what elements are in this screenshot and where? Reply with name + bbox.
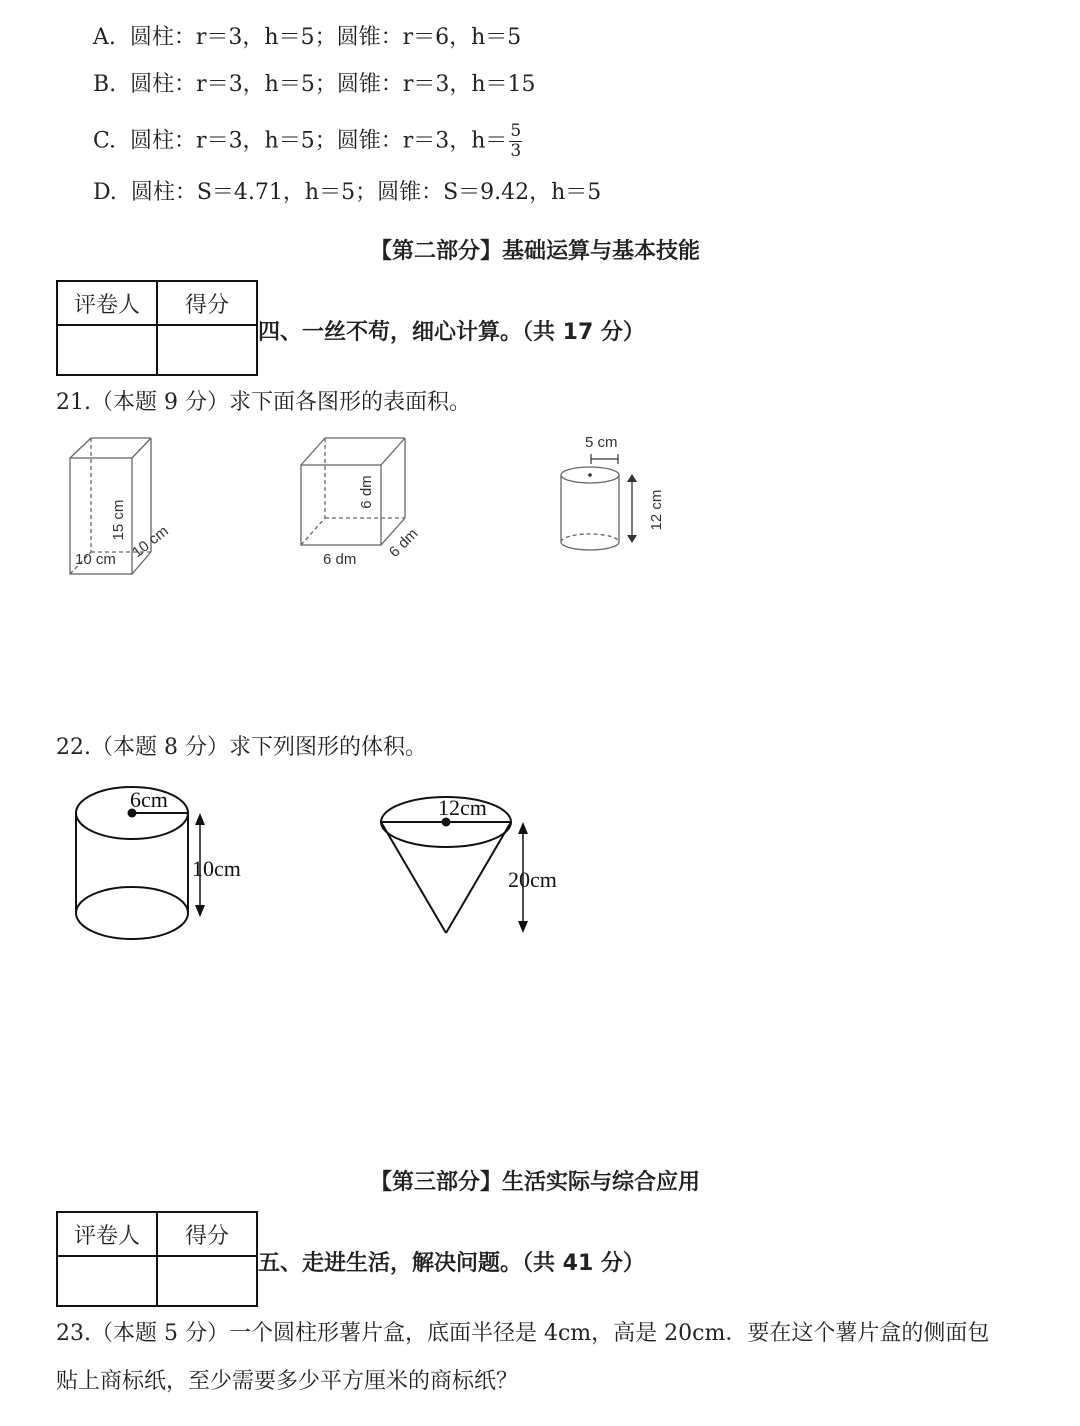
small-cylinder-height-label: 12 cm: [648, 489, 665, 531]
part2-title: 【第二部分】基础运算与基本技能: [370, 239, 701, 264]
section-five-title: 五、走进生活，解决问题。（共 41 分）: [258, 1251, 645, 1276]
cone-diameter-label: 12cm: [438, 795, 487, 820]
cube-width-label: 6 dm: [323, 551, 357, 568]
option-text: 圆柱：r＝3，h＝5；圆锥：r＝3，h＝15: [130, 72, 536, 97]
small-cylinder-figure: [561, 467, 619, 550]
section-four-title: 四、一丝不苟，细心计算。（共 17 分）: [258, 320, 645, 345]
cylinder-height-label: 10cm: [192, 856, 241, 881]
score-cell[interactable]: [157, 325, 257, 375]
option-letter: C.: [93, 128, 117, 154]
question-23-line2: 贴上商标纸，至少需要多少平方厘米的商标纸？: [56, 1369, 519, 1394]
fraction: [509, 122, 522, 161]
cuboid-width-label: 10 cm: [75, 551, 116, 568]
option-text: 圆柱：S＝4.71，h＝5；圆锥：S＝9.42，h＝5: [130, 180, 602, 205]
question-23-line1: 23.（本题 5 分）一个圆柱形薯片盒，底面半径是 4cm，高是 20cm．要在这个薯片盒的侧面包: [56, 1321, 990, 1346]
cube-depth-label: 6 dm: [385, 525, 422, 561]
score-label: 得分: [157, 281, 257, 325]
option-a: [93, 23, 521, 53]
option-c: [93, 122, 522, 161]
cube-figure: [301, 438, 405, 545]
question-22: 22.（本题 8 分）求下列图形的体积。: [56, 735, 427, 760]
grader-label: 评卷人: [57, 281, 157, 325]
score-table-part3: [56, 1211, 258, 1307]
cone-height-label: 20cm: [508, 867, 557, 892]
cuboid-depth-label: 10 cm: [128, 522, 172, 562]
cuboid-height-label: 15 cm: [110, 499, 127, 541]
grader-label: 评卷人: [57, 1212, 157, 1256]
score-label: 得分: [157, 1212, 257, 1256]
cube-height-label: 6 dm: [358, 475, 375, 509]
score-table-part2: [56, 280, 258, 376]
option-text: 圆柱：r＝3，h＝5；圆锥：r＝6，h＝5: [129, 25, 522, 50]
q22-figures: [55, 775, 595, 950]
option-text: 圆柱：r＝3，h＝5；圆锥：r＝3，h＝: [130, 128, 508, 154]
question-21: 21.（本题 9 分）求下面各图形的表面积。: [56, 390, 471, 415]
fraction-denominator: 3: [510, 141, 522, 161]
option-letter: A.: [93, 25, 116, 50]
option-letter: D.: [93, 180, 117, 205]
q21-figures: [55, 430, 705, 575]
small-cylinder-diameter-label: 5 cm: [585, 434, 618, 451]
option-letter: B.: [93, 72, 117, 97]
part3-title: 【第三部分】生活实际与综合应用: [370, 1170, 701, 1195]
fraction-numerator: 5: [510, 121, 522, 141]
option-b: [93, 70, 536, 100]
grader-cell[interactable]: [57, 1256, 157, 1306]
grader-cell[interactable]: [57, 325, 157, 375]
cylinder-radius-label: 6cm: [130, 787, 168, 812]
option-d: [93, 178, 601, 208]
score-cell[interactable]: [157, 1256, 257, 1306]
